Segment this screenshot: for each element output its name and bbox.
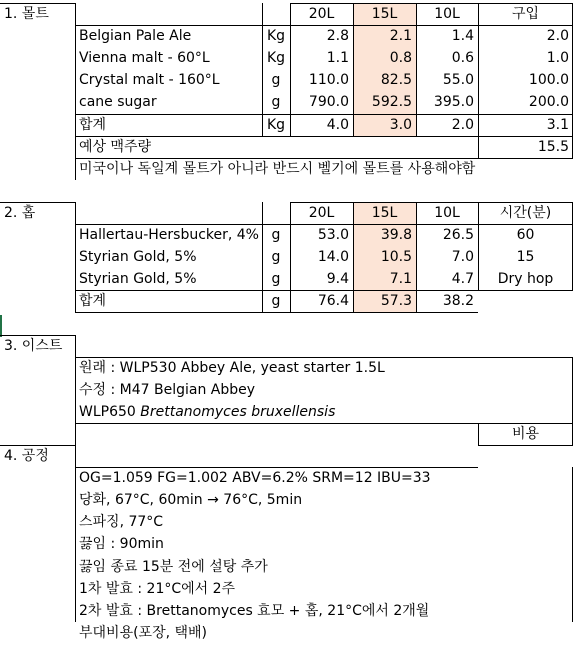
hop-unit[interactable]: g	[271, 271, 281, 288]
border-line	[0, 3, 75, 4]
hop-20l[interactable]: 9.4	[326, 271, 349, 288]
hop-name[interactable]: Styrian Gold, 5%	[79, 249, 197, 266]
border-line	[290, 202, 573, 203]
malt-20l[interactable]: 790.0	[308, 94, 349, 111]
hop-header[interactable]: 시간(분)	[499, 204, 552, 221]
malt-total-label[interactable]: 합계	[79, 116, 107, 133]
malt-header[interactable]: 10L	[434, 6, 460, 22]
border-line	[478, 3, 479, 158]
border-line	[75, 136, 573, 137]
border-line	[478, 202, 479, 290]
malt-20l[interactable]: 110.0	[308, 72, 349, 89]
malt-unit[interactable]: Kg	[266, 28, 286, 45]
process-step[interactable]: 끓임 종료 15분 전에 설탕 추가	[79, 558, 268, 575]
yeast-modified[interactable]: 수정 : M47 Belgian Abbey	[79, 381, 256, 398]
hop-10l[interactable]: 7.0	[451, 249, 474, 266]
border-line	[353, 3, 354, 136]
malt-10l[interactable]: 395.0	[433, 94, 474, 111]
border-line	[75, 312, 478, 313]
malt-unit[interactable]: g	[271, 72, 281, 89]
hop-time[interactable]: Dry hop	[497, 271, 554, 288]
hop-unit[interactable]: g	[271, 227, 281, 243]
malt-total-unit[interactable]: Kg	[266, 116, 286, 133]
process-step[interactable]: 스파징, 77°C	[79, 514, 164, 531]
border-line	[75, 467, 478, 468]
border-line	[0, 445, 75, 446]
border-line	[416, 3, 417, 136]
border-line	[290, 202, 291, 313]
process-step[interactable]: 2차 발효 : Brettanomyces 효모 + 홉, 21°C에서 2개월	[79, 602, 430, 619]
process-step[interactable]: 1차 발효 : 21°C에서 2주	[79, 580, 236, 597]
malt-20l[interactable]: 1.1	[326, 50, 349, 67]
border-line	[75, 445, 76, 622]
yeast-original[interactable]: 원래 : WLP530 Abbey Ale, yeast starter 1.5L	[79, 359, 385, 376]
border-line	[262, 202, 263, 313]
malt-10l[interactable]: 55.0	[442, 72, 474, 89]
malt-buy[interactable]: 1.0	[546, 50, 569, 67]
border-line	[290, 3, 573, 4]
cost-label[interactable]: 비용	[511, 425, 540, 442]
border-line	[0, 202, 75, 203]
malt-total-15l[interactable]: 3.0	[389, 116, 412, 133]
border-line	[416, 202, 417, 313]
border-line	[478, 423, 479, 445]
border-line	[75, 335, 76, 446]
hop-unit[interactable]: g	[271, 249, 281, 266]
hop-20l[interactable]: 53.0	[317, 227, 349, 243]
malt-total-20l[interactable]: 4.0	[326, 116, 349, 133]
hop-10l[interactable]: 26.5	[442, 227, 474, 243]
brett-code: WLP650	[79, 403, 136, 420]
yeast-brett[interactable]	[75, 402, 573, 424]
border-line	[75, 158, 573, 159]
border-line	[75, 202, 76, 313]
brett-species: Brettanomyces bruxellensis	[140, 403, 336, 420]
hop-15l[interactable]: 7.1	[389, 271, 412, 288]
hop-total-15l[interactable]: 57.3	[380, 293, 412, 310]
expected-volume-label[interactable]: 예상 맥주량	[79, 138, 152, 155]
malt-note[interactable]: 미국이나 독일계 몰트가 아니라 반드시 벨기에 몰트를 사용해야함	[79, 160, 476, 177]
border-line	[262, 3, 263, 136]
hop-header[interactable]: 15L	[371, 204, 398, 221]
border-line	[0, 335, 75, 336]
malt-20l[interactable]: 2.8	[326, 28, 349, 45]
malt-section-title[interactable]: 1. 몰트	[4, 6, 49, 22]
hop-name[interactable]: Styrian Gold, 5%	[79, 271, 197, 288]
hop-total-label[interactable]: 합계	[79, 293, 107, 310]
malt-header[interactable]: 15L	[371, 6, 398, 22]
border-line	[75, 224, 573, 225]
malt-buy[interactable]: 2.0	[546, 28, 569, 45]
process-section-title[interactable]: 4. 공정	[4, 448, 49, 464]
border-line	[478, 445, 573, 446]
process-step[interactable]: 당화, 67°C, 60min → 76°C, 5min	[79, 492, 303, 509]
malt-10l[interactable]: 1.4	[451, 28, 474, 45]
process-step[interactable]: 끓임 : 90min	[79, 536, 164, 553]
malt-15l[interactable]: 592.5	[371, 94, 412, 111]
hop-total-10l[interactable]: 38.2	[442, 293, 474, 310]
hop-10l[interactable]: 4.7	[451, 271, 474, 288]
hop-15l[interactable]: 39.8	[380, 227, 412, 243]
hop-total-20l[interactable]: 76.4	[317, 293, 349, 310]
border-line	[478, 290, 573, 291]
malt-name[interactable]: Crystal malt - 160°L	[79, 72, 220, 89]
hop-header[interactable]: 10L	[434, 204, 460, 221]
hop-header[interactable]: 20L	[308, 204, 335, 221]
expected-volume-value[interactable]: 15.5	[537, 138, 569, 155]
malt-name[interactable]: Vienna malt - 60°L	[79, 50, 210, 67]
hop-section-title[interactable]: 2. 홉	[4, 204, 36, 221]
hop-total-unit[interactable]: g	[271, 293, 281, 310]
hop-time[interactable]: 15	[516, 249, 535, 266]
border-line	[75, 25, 573, 26]
malt-15l[interactable]: 2.1	[389, 28, 412, 45]
malt-unit[interactable]: Kg	[266, 50, 286, 67]
process-step[interactable]: 부대비용(포장, 택배)	[79, 624, 208, 641]
malt-unit[interactable]: g	[271, 94, 281, 111]
malt-15l[interactable]: 82.5	[380, 72, 412, 89]
malt-buy[interactable]: 200.0	[528, 94, 569, 111]
hop-time[interactable]: 60	[516, 227, 535, 243]
process-step[interactable]: OG=1.059 FG=1.002 ABV=6.2% SRM=12 IBU=33	[79, 470, 431, 487]
border-line	[75, 357, 573, 358]
malt-10l[interactable]: 0.6	[451, 50, 474, 67]
border-line	[75, 423, 573, 424]
yeast-section-title[interactable]: 3. 이스트	[4, 337, 63, 354]
border-line	[353, 202, 354, 313]
malt-header[interactable]: 구입	[511, 6, 540, 22]
malt-header[interactable]: 20L	[308, 6, 335, 22]
border-line	[290, 3, 291, 136]
malt-15l[interactable]: 0.8	[389, 50, 412, 67]
malt-total-buy[interactable]: 3.1	[546, 116, 569, 133]
malt-name[interactable]: Belgian Pale Ale	[79, 28, 192, 45]
border-line	[75, 114, 573, 115]
malt-buy[interactable]: 100.0	[528, 72, 569, 89]
border-line	[75, 3, 76, 180]
malt-total-10l[interactable]: 2.0	[451, 116, 474, 133]
hop-name[interactable]: Hallertau-Hersbucker, 4%	[79, 227, 259, 243]
hop-20l[interactable]: 14.0	[317, 249, 349, 266]
hop-15l[interactable]: 10.5	[380, 249, 412, 266]
malt-name[interactable]: cane sugar	[79, 94, 157, 111]
